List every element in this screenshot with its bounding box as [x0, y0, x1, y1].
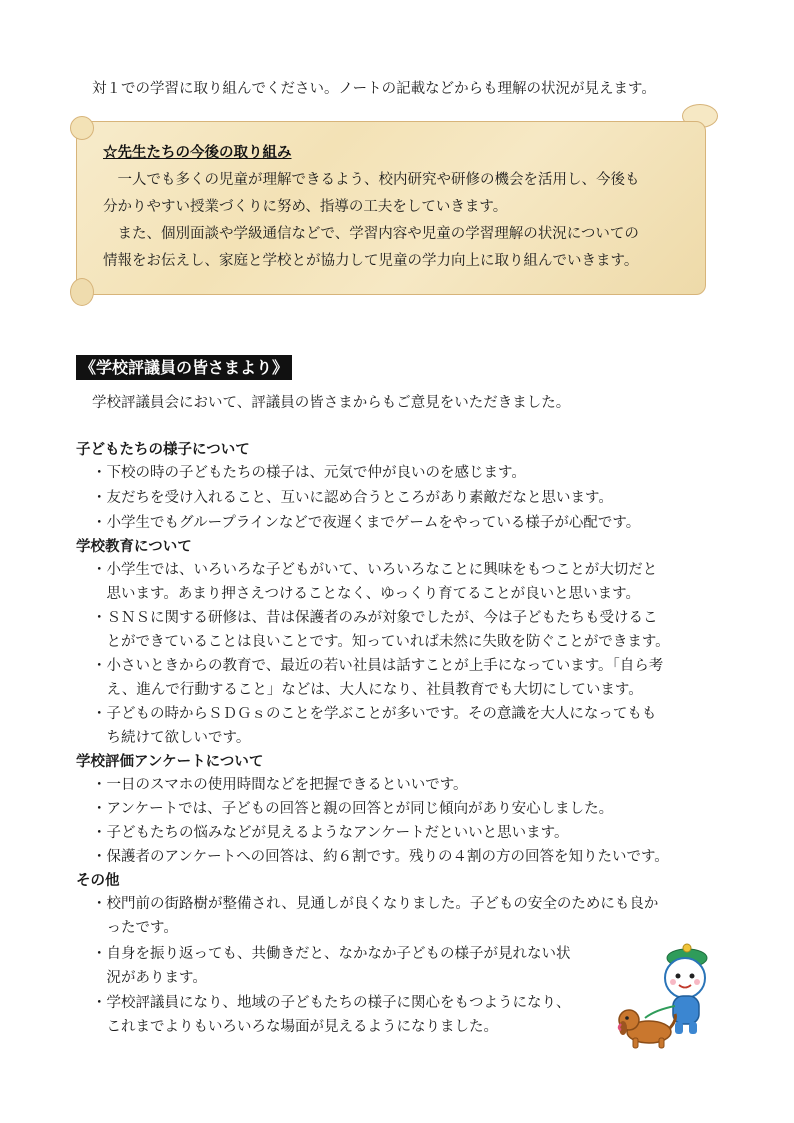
- scroll-curl-bottom-left: [70, 278, 94, 306]
- list-item: ・小学生でもグループラインなどで夜遅くまでゲームをやっている様子が心配です。: [92, 515, 641, 531]
- list-item: ・子どもの時からＳＤＧｓのことを学ぶことが多いです。その意識を大人になってもも: [92, 706, 657, 722]
- list-item: ったです。: [92, 920, 178, 936]
- list-item: ・保護者のアンケートへの回答は、約６割です。残りの４割の方の回答を知りたいです。: [92, 849, 669, 865]
- list-item: ・小学生では、いろいろな子どもがいて、いろいろなことに興味をもつことが大切だと: [92, 562, 658, 578]
- scroll-line: 情報をお伝えし、家庭と学校とが協力して児童の学力向上に取り組んでいきます。: [103, 253, 639, 269]
- list-item: ・ＳＮＳに関する研修は、昔は保護者のみが対象でしたが、今は子どもたちも受けるこ: [92, 610, 658, 626]
- list-item: ・友だちを受け入れること、互いに認め合うところがあり素敵だなと思います。: [92, 490, 613, 506]
- scroll-line: また、個別面談や学級通信などで、学習内容や児童の学習理解の状況についての: [103, 226, 639, 242]
- list-item: ・校門前の街路樹が整備され、見通しが良くなりました。子どもの安全のためにも良か: [92, 896, 659, 912]
- group-heading-survey: 学校評価アンケートについて: [76, 754, 264, 770]
- list-item: ・下校の時の子どもたちの様子は、元気で仲が良いのを感じます。: [92, 465, 526, 481]
- mascot-with-dog-illustration: [615, 940, 725, 1050]
- scroll-line: 分かりやすい授業づくりに努め、指導の工夫をしていきます。: [103, 199, 508, 215]
- list-item: ち続けて欲しいです。: [92, 730, 251, 746]
- group-heading-education: 学校教育について: [76, 539, 192, 555]
- scroll-line: 一人でも多くの児童が理解できるよう、校内研究や研修の機会を活用し、今後も: [103, 172, 640, 188]
- section-intro: 学校評議員会において、評議員の皆さまからもご意見をいただきました。: [92, 395, 571, 411]
- list-item: え、進んで行動すること」などは、大人になり、社員教育でも大切にしています。: [92, 682, 643, 698]
- list-item: ・自身を振り返っても、共働きだと、なかなか子どもの様子が見れない状: [92, 946, 571, 962]
- section-title: 《学校評議員の皆さまより》: [76, 355, 292, 380]
- list-item: ・アンケートでは、子どもの回答と親の回答とが同じ傾向があり安心しました。: [92, 801, 614, 817]
- scroll-heading: ☆先生たちの今後の取り組み: [103, 144, 292, 161]
- list-item: ・一日のスマホの使用時間などを把握できるといいです。: [92, 777, 468, 793]
- list-item: ・子どもたちの悩みなどが見えるようなアンケートだといいと思います。: [92, 825, 569, 841]
- group-heading-children: 子どもたちの様子について: [76, 442, 250, 458]
- list-item: ・小さいときからの教育で、最近の若い社員は話すことが上手になっています。「自ら考: [92, 658, 664, 674]
- list-item: とができていることは良いことです。知っていれば未然に失敗を防ぐことができます。: [92, 634, 670, 650]
- list-item: ・学校評議員になり、地域の子どもたちの様子に関心をもつようになり、: [92, 995, 571, 1011]
- group-heading-other: その他: [76, 873, 120, 889]
- list-item: これまでよりもいろいろな場面が見えるようになりました。: [92, 1019, 498, 1035]
- list-item: 況があります。: [92, 970, 207, 986]
- intro-line: 対１での学習に取り組んでください。ノートの記載などからも理解の状況が見えます。: [92, 81, 656, 97]
- list-item: 思います。あまり押さえつけることなく、ゆっくり育てることが良いと思います。: [92, 586, 640, 602]
- scroll-curl-top-left: [70, 116, 94, 140]
